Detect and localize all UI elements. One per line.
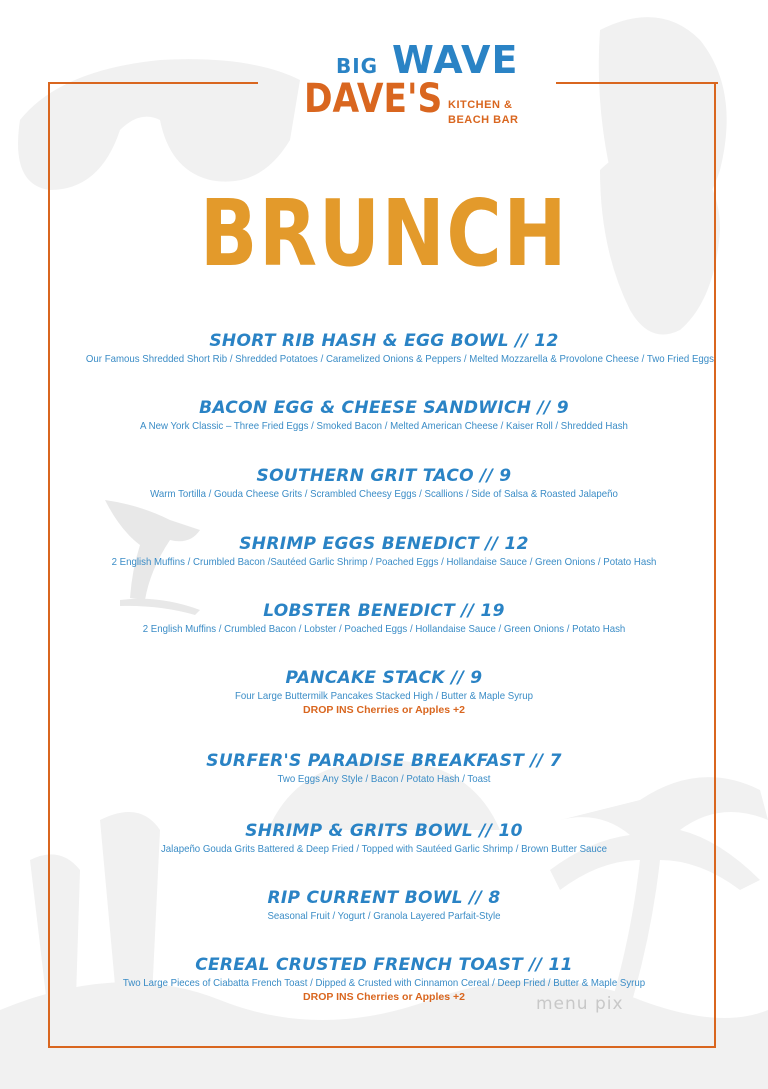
menu-item-description: Four Large Buttermilk Pancakes Stacked High / Butter & Maple Syrup (235, 690, 533, 702)
menu-item-extra: DROP INS Cherries or Apples +2 (303, 704, 465, 716)
menu-item-description: Jalapeño Gouda Grits Battered & Deep Fried / Topped with Sautéed Garlic Shrimp / Brown Butter Sauce (160, 843, 608, 855)
menu-item-description: Seasonal Fruit / Yogurt / Granola Layered Parfait-Style (267, 910, 501, 922)
menu-item-description: Warm Tortilla / Gouda Cheese Grits / Scrambled Cheesy Eggs / Scallions / Side of Salsa & Roasted Jalapeño (150, 488, 618, 500)
menu-border-top-right (556, 82, 718, 84)
logo-subtitle (448, 98, 519, 128)
menu-item-description: Two Large Pieces of Ciabatta French Toast / Dipped & Crusted with Cinnamon Cereal / Deep Fried / Butter & Maple Syrup (122, 977, 646, 989)
menu-item-name: SHRIMP EGGS BENEDICT // 12 (239, 534, 529, 554)
menu-item-name: SHRIMP & GRITS BOWL // 10 (245, 821, 523, 841)
menu-item-description: Two Eggs Any Style / Bacon / Potato Hash / Toast (277, 773, 491, 785)
logo-wave: WAVE (392, 38, 519, 82)
menu-item (60, 887, 708, 923)
menu-item (60, 533, 708, 569)
menu-item-name: BACON EGG & CHEESE SANDWICH // 9 (199, 398, 569, 418)
menu-item-description: 2 English Muffins / Crumbled Bacon / Lobster / Poached Eggs / Hollandaise Sauce / Green Onions / Potato Hash (142, 623, 626, 635)
menu-item-name: SURFER'S PARADISE BREAKFAST // 7 (206, 751, 562, 771)
menu-item (60, 465, 708, 501)
menu-item-name: RIP CURRENT BOWL // 8 (267, 888, 501, 908)
menu-title: BRUNCH (199, 180, 569, 287)
menu-border-top-left (48, 82, 258, 84)
menu-item-name: SHORT RIB HASH & EGG BOWL // 12 (209, 331, 559, 351)
menu-item-name: LOBSTER BENEDICT // 19 (263, 601, 505, 621)
menu-item-extra: DROP INS Cherries or Apples +2 (303, 991, 465, 1003)
logo-daves: DAVE'S (304, 76, 443, 122)
menu-item (60, 667, 708, 717)
logo-subtitle-line2: BEACH BAR (448, 114, 519, 126)
menu-item-description: Our Famous Shredded Short Rib / Shredded Potatoes / Caramelized Onions & Peppers / Melted Mozzarella & Provolone Cheese / Two Fried Eggs (85, 353, 714, 365)
menu-item-name: SOUTHERN GRIT TACO // 9 (256, 466, 512, 486)
menu-item (60, 397, 708, 433)
menu-item (60, 750, 708, 786)
restaurant-logo (300, 40, 520, 135)
logo-subtitle-line1: KITCHEN & (448, 99, 513, 111)
menu-item (60, 330, 714, 366)
menu-item (60, 820, 708, 856)
menu-item-name: CEREAL CRUSTED FRENCH TOAST // 11 (195, 955, 573, 975)
logo-big: BIG (336, 54, 379, 78)
menu-item (60, 600, 708, 636)
menu-item-description: 2 English Muffins / Crumbled Bacon /Sautéed Garlic Shrimp / Poached Eggs / Hollandaise Sauce / Green Onions / Potato Hash (111, 556, 657, 568)
watermark: menu pix (536, 994, 624, 1014)
menu-item-description: A New York Classic – Three Fried Eggs / Smoked Bacon / Melted American Cheese / Kaiser Roll / Shredded Hash (140, 420, 628, 432)
menu-item-name: PANCAKE STACK // 9 (285, 668, 483, 688)
